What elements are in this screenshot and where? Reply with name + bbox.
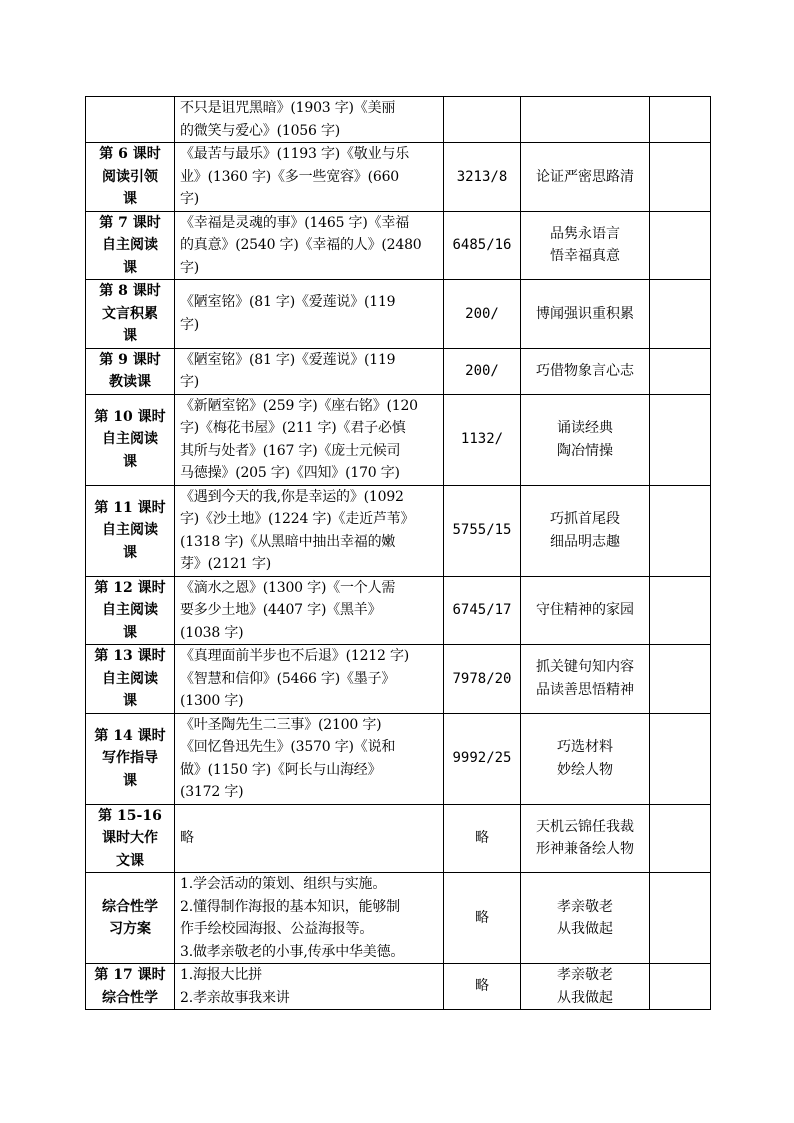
reading-text-line: 其所与处者》(167 字)《庞士元候司	[180, 442, 401, 459]
lesson-cell	[86, 143, 175, 212]
note-cell	[650, 873, 711, 964]
theme-cell	[521, 804, 650, 873]
reading-text-line: 字)	[180, 316, 200, 333]
note-cell	[650, 713, 711, 804]
theme-cell	[521, 211, 650, 280]
lesson-label-line: 课	[123, 191, 137, 207]
table-row	[86, 804, 711, 873]
lesson-label-line: 课时大作	[102, 830, 158, 846]
reading-text-line: 《最苦与最乐》(1193 字)《敬业与乐	[180, 146, 410, 162]
word-count-cell	[444, 348, 521, 394]
note-cell	[650, 645, 711, 714]
note-cell	[650, 97, 711, 143]
lesson-cell	[86, 964, 175, 1010]
word-count-value: 200/	[465, 305, 499, 322]
table-row	[86, 713, 711, 804]
reading-text-line: 要多少土地》(4407 字)《黑羊》	[180, 602, 382, 618]
lesson-label-line: 自主阅读	[102, 431, 158, 448]
lesson-label-line: 第 9 课时	[99, 351, 161, 368]
theme-line: 从我做起	[557, 989, 613, 1006]
note-cell	[650, 348, 711, 394]
theme-line: 抓关键句知内容	[536, 659, 634, 676]
theme-line: 细品明志趣	[550, 533, 620, 550]
lesson-cell	[86, 804, 175, 873]
reading-text-line: 芽》(2121 字)	[180, 556, 272, 572]
reading-text-line: 2.懂得制作海报的基本知识，能够制	[180, 898, 400, 915]
reading-texts-cell	[175, 394, 444, 485]
theme-cell	[521, 485, 650, 576]
reading-text-line: 《回忆鲁迅先生》(3570 字)《说和	[180, 739, 396, 755]
reading-text-line: 《智慧和信仰》(5466 字)《墨子》	[180, 670, 396, 687]
lesson-label-line: 文言积累	[102, 305, 158, 322]
reading-text-line: 《新陋室铭》(259 字)《座右铭》(120	[180, 397, 418, 414]
lesson-label-line: 综合性学	[102, 989, 158, 1006]
word-count-value: 6485/16	[452, 237, 512, 253]
reading-texts-cell	[175, 485, 444, 576]
lesson-label-line: 自主阅读	[102, 237, 158, 253]
reading-text-line: (1318 字)《从黑暗中抽出幸福的嫩	[180, 533, 396, 550]
table-row	[86, 143, 711, 212]
theme-line: 诵读经典	[557, 420, 613, 436]
lesson-label-line: 课	[123, 328, 137, 344]
reading-texts-cell	[175, 804, 444, 873]
reading-text-line: 字)	[180, 374, 200, 390]
lesson-label-line: 第 8 课时	[99, 283, 161, 299]
reading-texts-cell	[175, 713, 444, 804]
theme-cell	[521, 394, 650, 485]
lesson-cell	[86, 576, 175, 645]
reading-text-line: 字)《沙土地》(1224 字)《走近芦苇》	[180, 511, 415, 527]
lesson-label-line: 习方案	[109, 921, 151, 937]
reading-text-line: 业》(1360 字)《多一些宽容》(660	[180, 168, 399, 185]
theme-cell	[521, 645, 650, 714]
reading-text-line: 字)	[180, 191, 200, 207]
word-count-cell	[444, 280, 521, 349]
note-cell	[650, 211, 711, 280]
theme-line: 陶冶情操	[557, 442, 613, 459]
lesson-label-line: 自主阅读	[102, 670, 158, 687]
theme-cell	[521, 576, 650, 645]
theme-line: 巧借物象言心志	[536, 362, 634, 379]
reading-text-line: 马德操》(205 字)《四知》(170 字)	[180, 465, 400, 481]
reading-text-line: 的真意》(2540 字)《幸福的人》(2480	[180, 237, 422, 253]
theme-cell	[521, 873, 650, 964]
reading-text-line: 字)《梅花书屋》(211 字)《君子必慎	[180, 420, 406, 436]
note-cell	[650, 964, 711, 1010]
reading-text-line: 字)	[180, 259, 200, 276]
word-count-cell	[444, 394, 521, 485]
note-cell	[650, 804, 711, 873]
note-cell	[650, 280, 711, 349]
reading-texts-cell	[175, 211, 444, 280]
lesson-cell	[86, 394, 175, 485]
table-row	[86, 645, 711, 714]
lesson-label-line: 第 10 课时	[94, 408, 166, 425]
theme-cell	[521, 143, 650, 212]
lesson-cell	[86, 280, 175, 349]
reading-text-line: 《幸福是灵魂的事》(1465 字)《幸福	[180, 214, 410, 231]
lesson-label-line: 第 14 课时	[94, 727, 166, 744]
table-row	[86, 576, 711, 645]
word-count-value: 200/	[465, 362, 499, 379]
reading-text-line: 不只是诅咒黑暗》(1903 字)《美丽	[180, 100, 396, 116]
theme-line: 悟幸福真意	[550, 248, 620, 265]
word-count-value: 5755/15	[452, 522, 512, 539]
word-count-value: 6745/17	[452, 602, 512, 618]
word-count-value: 9992/25	[452, 750, 512, 767]
reading-texts-cell	[175, 143, 444, 212]
theme-line: 论证严密思路清	[536, 168, 634, 185]
lesson-plan-table	[85, 96, 711, 1010]
word-count-cell	[444, 143, 521, 212]
lesson-label-line: 第 17 课时	[94, 967, 166, 983]
reading-text-line: 《滴水之恩》(1300 字)《一个人需	[180, 579, 396, 596]
reading-texts-cell	[175, 645, 444, 714]
theme-line: 妙绘人物	[557, 761, 613, 778]
reading-text-line: 《陋室铭》(81 字)《爱莲说》(119	[180, 351, 396, 368]
lesson-label-line: 第 11 课时	[94, 499, 166, 516]
lesson-label-line: 课	[123, 624, 137, 641]
reading-texts-cell	[175, 97, 444, 143]
reading-text-line: 《遇到今天的我,你是幸运的》(1092	[180, 488, 404, 505]
table-row	[86, 873, 711, 964]
word-count-value: 略	[475, 909, 489, 926]
note-cell	[650, 394, 711, 485]
word-count-value: 3213/8	[456, 168, 508, 185]
reading-texts-cell	[175, 348, 444, 394]
lesson-label-line: 写作指导	[102, 750, 158, 767]
lesson-label-line: 第 6 课时	[99, 146, 161, 162]
reading-text-line: 1.学会活动的策划、组织与实施。	[180, 876, 387, 892]
theme-cell	[521, 713, 650, 804]
theme-cell	[521, 280, 650, 349]
lesson-label-line: 课	[123, 259, 137, 276]
lesson-label-line: 第 7 课时	[99, 214, 161, 231]
lesson-cell	[86, 645, 175, 714]
reading-texts-cell	[175, 873, 444, 964]
lesson-label-line: 课	[123, 693, 137, 709]
lesson-label-line: 文课	[116, 852, 144, 869]
theme-cell	[521, 348, 650, 394]
table-row	[86, 280, 711, 349]
word-count-cell	[444, 713, 521, 804]
reading-texts-cell	[175, 964, 444, 1010]
theme-line: 博闻强识重积累	[536, 305, 634, 322]
theme-line: 品读善思悟精神	[536, 681, 634, 698]
reading-text-line: 3.做孝亲敬老的小事,传承中华美德。	[180, 943, 405, 960]
reading-text-line: 《真理面前半步也不后退》(1212 字)	[180, 648, 410, 664]
lesson-label-line: 阅读引领	[102, 168, 158, 185]
reading-text-line: 《陋室铭》(81 字)《爱莲说》(119	[180, 294, 396, 311]
word-count-cell	[444, 485, 521, 576]
reading-text-line: 做》(1150 字)《阿长与山海经》	[180, 761, 382, 778]
theme-line: 巧抓首尾段	[550, 511, 620, 527]
reading-text-line: (1300 字)	[180, 693, 244, 709]
reading-text-line: (1038 字)	[180, 624, 244, 641]
lesson-label-line: 课	[123, 544, 137, 561]
lesson-label-line: 教读课	[109, 374, 151, 390]
theme-cell	[521, 964, 650, 1010]
lesson-label-line: 第 13 课时	[94, 648, 166, 664]
word-count-cell	[444, 645, 521, 714]
reading-text-line: 的微笑与爱心》(1056 字)	[180, 122, 341, 139]
reading-text-line: 略	[180, 830, 194, 846]
table-row	[86, 485, 711, 576]
theme-line: 天机云锦任我裁	[536, 818, 634, 835]
theme-line: 守住精神的家园	[536, 602, 634, 618]
table-body	[86, 97, 711, 1010]
lesson-label-line: 综合性学	[102, 898, 158, 915]
theme-line: 孝亲敬老	[557, 967, 613, 983]
table-row	[86, 394, 711, 485]
lesson-cell	[86, 873, 175, 964]
lesson-cell	[86, 713, 175, 804]
theme-line: 形神兼备绘人物	[536, 841, 634, 858]
word-count-value: 略	[475, 978, 489, 995]
lesson-label-line: 自主阅读	[102, 602, 158, 618]
reading-text-line: 作手绘校园海报、公益海报等。	[180, 921, 374, 937]
word-count-value: 7978/20	[452, 670, 512, 687]
reading-text-line: 2.孝亲故事我来讲	[180, 989, 290, 1006]
word-count-value: 1132/	[460, 431, 504, 448]
reading-texts-cell	[175, 280, 444, 349]
lesson-cell	[86, 485, 175, 576]
table-row	[86, 211, 711, 280]
table-row	[86, 964, 711, 1010]
lesson-label-line: 第 12 课时	[94, 579, 166, 596]
table-row	[86, 97, 711, 143]
lesson-label-line: 自主阅读	[102, 522, 158, 539]
lesson-label-line: 课	[123, 772, 137, 789]
note-cell	[650, 485, 711, 576]
theme-line: 孝亲敬老	[557, 898, 613, 915]
note-cell	[650, 143, 711, 212]
reading-text-line: 《叶圣陶先生二三事》(2100 字)	[180, 716, 382, 733]
theme-line: 品隽永语言	[550, 225, 620, 242]
reading-texts-cell	[175, 576, 444, 645]
theme-cell	[521, 97, 650, 143]
word-count-cell	[444, 964, 521, 1010]
word-count-cell	[444, 211, 521, 280]
theme-line: 从我做起	[557, 921, 613, 937]
reading-text-line: (3172 字)	[180, 784, 244, 800]
word-count-cell	[444, 873, 521, 964]
note-cell	[650, 576, 711, 645]
word-count-value: 略	[475, 830, 489, 846]
word-count-cell	[444, 576, 521, 645]
lesson-cell	[86, 211, 175, 280]
lesson-label-line: 课	[123, 453, 137, 470]
reading-text-line: 1.海报大比拼	[180, 967, 262, 983]
word-count-cell	[444, 804, 521, 873]
lesson-cell	[86, 97, 175, 143]
lesson-label-line: 第 15-16	[98, 807, 162, 824]
lesson-cell	[86, 348, 175, 394]
table-row	[86, 348, 711, 394]
theme-line: 巧选材料	[557, 739, 613, 755]
word-count-cell	[444, 97, 521, 143]
